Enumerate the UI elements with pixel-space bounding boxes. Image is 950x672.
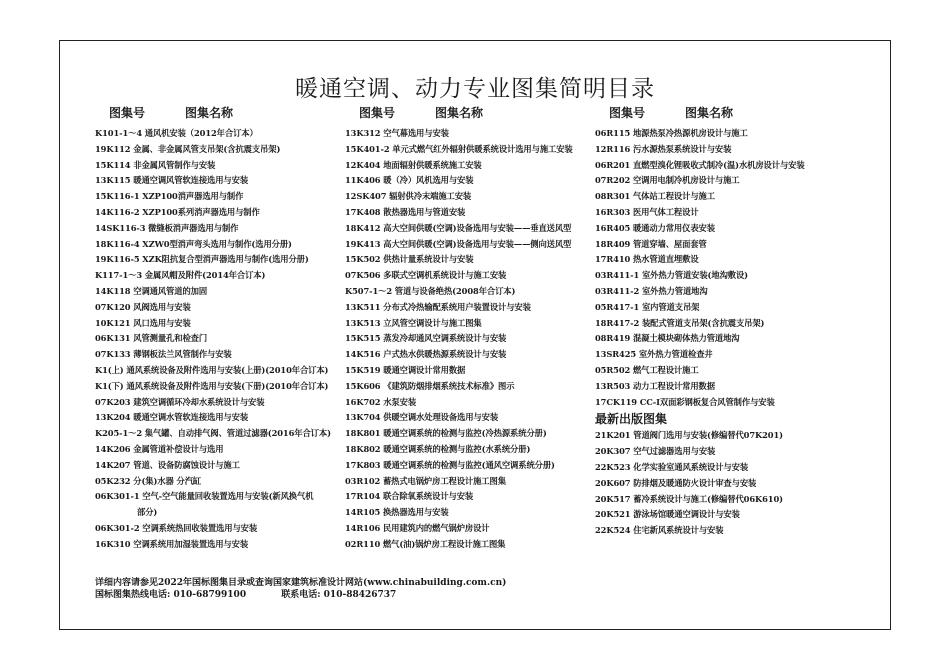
list-item: 18R409 管道穿墙、屋面套管	[595, 238, 707, 249]
header-code: 图集号	[109, 106, 146, 120]
list-item: 02R110 燃气(油)锅炉房工程设计施工图集	[345, 538, 506, 549]
footer	[95, 577, 506, 601]
catalog-list	[345, 126, 595, 553]
list-item: 17K803 暖通空调系统的检测与监控(通风空调系统分册)	[345, 459, 555, 470]
catalog-column-2	[345, 104, 595, 553]
header-name: 图集名称	[185, 106, 234, 120]
list-item: 05R417-1 室内管道支吊架	[595, 301, 700, 312]
catalog-column-1	[95, 104, 350, 553]
list-item: 14K116-2 XZP100系列消声器选用与制作	[95, 206, 260, 217]
list-item: 15K606 《建筑防烟排烟系统技术标准》图示	[345, 380, 515, 391]
list-item: 13R503 动力工程设计常用数据	[595, 380, 715, 391]
list-item: 17K408 散热器选用与管道安装	[345, 206, 466, 217]
list-item: 16R405 暖通动力常用仪表安装	[595, 222, 715, 233]
column-header	[345, 104, 595, 126]
list-item: 20K307 空气过滤器选用与安装	[595, 446, 716, 457]
list-item: 13K513 立风管空调设计与施工图集	[345, 317, 482, 328]
list-item: 18K801 暖通空调系统的检测与监控(冷热源系统分册)	[345, 428, 547, 439]
list-item: 10K121 风口选用与安装	[95, 317, 191, 328]
list-item: 18K412 高大空间供暖(空调)设备选用与安装——垂直送风型	[345, 222, 572, 233]
list-item: 14K118 空调通风管道的加固	[95, 285, 208, 296]
list-item: 13K511 分布式冷热输配系统用户装置设计与安装	[345, 301, 531, 312]
list-item: 14R105 换热器选用与安装	[345, 507, 449, 518]
header-code: 图集号	[359, 106, 396, 120]
catalog-list	[95, 521, 350, 553]
list-item: 22K524 住宅新风系统设计与安装	[595, 525, 724, 536]
list-item: 06R115 地源热泵冷热源机房设计与施工	[595, 128, 748, 138]
footer-note: 详细内容请参见2022年国标图集目录或查询国家建筑标准设计网站(www.chinabuilding.com.cn)	[95, 578, 507, 588]
list-item: 20K521 游泳场馆暖通空调设计与安装	[595, 509, 740, 520]
list-item: 17R104 联合除氧系统设计与安装	[345, 491, 474, 502]
list-item: 12K404 地面辐射供暖系统施工安装	[345, 159, 482, 170]
list-item: 20K607 防排烟及暖通防火设计审查与安装	[595, 477, 757, 488]
contact-phone: 联系电话: 010-88426737	[281, 590, 397, 600]
list-item: 14K207 管道、设备防腐蚀设计与施工	[95, 459, 240, 470]
list-item: 11K406 暖（冷）风机选用与安装	[345, 175, 474, 186]
list-item: 18K802 暖通空调系统的检测与监控(水系统分册)	[345, 443, 531, 454]
list-item: 07K506 多联式空调机系统设计与施工安装	[345, 270, 507, 281]
list-item: 05R502 燃气工程设计施工	[595, 364, 699, 375]
list-item: 12R116 污水源热泵系统设计与安装	[595, 143, 732, 154]
list-item: 16R303 医用气体工程设计	[595, 206, 699, 217]
hotline: 国标图集热线电话: 010-68799100	[95, 590, 247, 600]
list-item: 22K523 化学实验室通风系统设计与安装	[595, 461, 749, 472]
list-item: 15K114 非金属风管制作与安装	[95, 159, 216, 170]
list-item: 13K115 暖通空调风管软连接选用与安装	[95, 175, 249, 186]
list-item: 05K232 分(集)水器 分汽缸	[95, 475, 202, 486]
list-item: 06K301-1 空气-空气能量回收装置选用与安装(新风换气机 部分)	[95, 491, 314, 518]
list-item: 03R411-2 室外热力管道地沟	[595, 285, 708, 296]
list-item: 15K502 供热计量系统设计与安装	[345, 254, 474, 265]
list-item: 19K116-5 XZK阻抗复合型消声器选用与制作(选用分册)	[95, 254, 309, 265]
list-item: 13K204 暖通空调水管软连接选用与安装	[95, 412, 249, 423]
list-item: 06R201 直燃型溴化锂吸收式制冷(温)水机房设计与安装	[595, 159, 805, 170]
list-item: 12SK407 辐射供冷末端施工安装	[345, 191, 472, 202]
list-item: 16K702 水泵安装	[345, 396, 417, 407]
list-item: 08R301 气体站工程设计与施工	[595, 191, 715, 202]
list-item: 15K515 蒸发冷却通风空调系统设计与安装	[345, 333, 507, 344]
list-item: 14K206 金属管道补偿设计与选用	[95, 443, 224, 454]
column-header	[595, 104, 840, 126]
list-item: 18K116-4 XZW0型消声弯头选用与制作(选用分册)	[95, 238, 292, 249]
list-item: 14K516 户式热水供暖热源系统设计与安装	[345, 349, 507, 360]
new-publications-heading: 最新出版图集	[595, 412, 668, 427]
list-item: 07R202 空调用电制冷机房设计与施工	[595, 175, 740, 186]
list-item: 03R102 蓄热式电锅炉房工程设计施工图集	[345, 475, 506, 486]
list-item: 06K301-2 空调系统热回收装置选用与安装	[95, 522, 258, 533]
catalog-column-3	[595, 104, 840, 539]
list-item: 19K413 高大空间供暖(空调)设备选用与安装——侧向送风型	[345, 238, 572, 249]
list-item: 08R419 混凝土模块砌体热力管道地沟	[595, 333, 740, 344]
list-item: K205-1～2 集气罐、自动排气阀、管道过滤器(2016年合订本)	[95, 428, 331, 439]
header-name: 图集名称	[435, 106, 484, 120]
catalog-list	[595, 428, 840, 539]
list-item: 15K401-2 单元式燃气红外辐射供暖系统设计选用与施工安装	[345, 143, 573, 154]
list-item: 21K201 管道阀门选用与安装(修编替代07K201)	[595, 430, 783, 441]
list-item: 17R410 热水管道直埋敷设	[595, 254, 699, 265]
list-item: 19K112 金属、非金属风管支吊架(含抗震支吊架)	[95, 143, 281, 154]
list-item: 15K116-1 XZP100消声器选用与制作	[95, 191, 244, 202]
list-item: K1(下) 通风系统设备及附件选用与安装(下册)(2010年合订本)	[95, 380, 329, 391]
list-item: 17CK119 CC-I双面彩钢板复合风管制作与安装	[595, 396, 775, 407]
list-item: 14R106 民用建筑内的燃气锅炉房设计	[345, 522, 490, 533]
header-name: 图集名称	[685, 106, 734, 120]
list-item: 13SR425 室外热力管道检查井	[595, 349, 713, 360]
catalog-list	[95, 126, 350, 489]
list-item: 15K519 暖通空调设计常用数据	[345, 364, 466, 375]
column-header	[95, 104, 350, 126]
list-item: K507-1～2 管道与设备绝热(2008年合订本)	[345, 285, 516, 296]
catalog-list	[595, 126, 840, 410]
list-item: 06K131 风管测量孔和检查门	[95, 333, 208, 344]
header-code: 图集号	[609, 106, 646, 120]
list-item: 14SK116-3 微缝板消声器选用与制作	[95, 222, 239, 233]
list-item: 07K120 风阀选用与安装	[95, 301, 191, 312]
list-item: 07K203 建筑空调循环冷却水系统设计与安装	[95, 396, 265, 407]
list-item: 13K312 空气幕选用与安装	[345, 128, 449, 138]
list-item: K1(上) 通风系统设备及附件选用与安装(上册)(2010年合订本)	[95, 364, 329, 375]
list-item: 20K517 蓄冷系统设计与施工(修编替代06K610)	[595, 493, 783, 504]
list-item: 18R417-2 装配式管道支吊架(含抗震支吊架)	[595, 317, 765, 328]
list-item: 16K310 空调系统用加湿装置选用与安装	[95, 538, 249, 549]
list-item: K101-1～4 通风机安装（2012年合订本）	[95, 128, 258, 138]
list-item: 07K133 薄钢板法兰风管制作与安装	[95, 349, 232, 360]
list-item: 03R411-1 室外热力管道安装(地沟敷设)	[595, 270, 748, 281]
list-item: K117-1～3 金属风帽及附件(2014年合订本)	[95, 270, 266, 281]
page-title: 暖通空调、动力专业图集简明目录	[295, 76, 655, 102]
list-item: 13K704 供暖空调水处理设备选用与安装	[345, 412, 499, 423]
